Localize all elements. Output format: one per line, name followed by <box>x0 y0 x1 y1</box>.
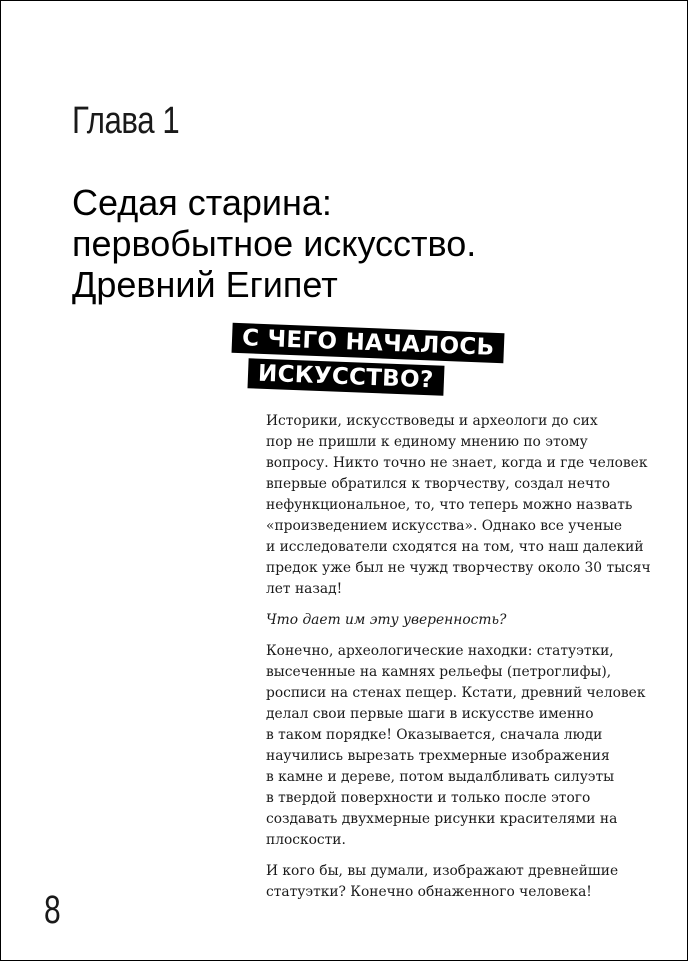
text-line: делал свои первые шаги в искусстве именно <box>266 706 594 722</box>
text-line: «произведением искусства». Однако все ученые <box>266 518 623 534</box>
section-banner-line-1: С ЧЕГО НАЧАЛОСЬ <box>232 323 505 363</box>
text-line: плоскости. <box>266 832 346 848</box>
chapter-title <box>72 182 476 305</box>
text-line: статуэтки? Конечно обнаженного человека! <box>266 884 592 900</box>
text-line: в твердой поверхности и только после этого <box>266 790 591 806</box>
text-line: в таком порядке! Оказывается, сначала люди <box>266 727 603 743</box>
text-line: создавать двухмерные рисунки красителями на <box>266 811 618 827</box>
text-line: научились вырезать трехмерные изображения <box>266 748 610 764</box>
text-line: Конечно, археологические находки: статуэтки, <box>266 643 614 659</box>
text-line: и исследователи сходятся на том, что наш далекий <box>266 539 644 555</box>
text-line: предок уже был не чужд творчеству около 30 тысяч <box>266 560 651 576</box>
chapter-title-line: Древний Египет <box>72 264 338 305</box>
text-line: в камне и дереве, потом выдалбливать силуэты <box>266 769 615 785</box>
text-line: высеченные на камнях рельефы (петроглифы), <box>266 664 612 680</box>
text-line: нефункциональное, то, что теперь можно назвать <box>266 497 633 513</box>
chapter-title-line: Седая старина: <box>72 182 332 223</box>
text-line: впервые обратился к творчеству, создал нечто <box>266 476 611 492</box>
text-line: Историки, искусствоведы и археологи до сих <box>266 413 598 429</box>
text-line: лет назад! <box>266 581 343 597</box>
paragraph-intro <box>266 411 656 600</box>
chapter-label: Глава 1 <box>72 100 180 142</box>
text-line: Что дает им эту уверенность? <box>266 612 507 628</box>
section-banner-line-2: ИСКУССТВО? <box>247 358 444 395</box>
body-text <box>266 411 656 913</box>
chapter-title-line: первобытное искусство. <box>72 223 477 264</box>
text-line: И кого бы, вы думали, изображают древнейшие <box>266 863 619 879</box>
paragraph-findings <box>266 641 656 851</box>
page-number: 8 <box>44 888 61 932</box>
paragraph-statuettes <box>266 861 656 903</box>
question-line <box>266 610 656 631</box>
text-line: вопросу. Никто точно не знает, когда и где человек <box>266 455 648 471</box>
text-line: пор не пришли к единому мнению по этому <box>266 434 588 450</box>
text-line: росписи на стенах пещер. Кстати, древний человек <box>266 685 646 701</box>
